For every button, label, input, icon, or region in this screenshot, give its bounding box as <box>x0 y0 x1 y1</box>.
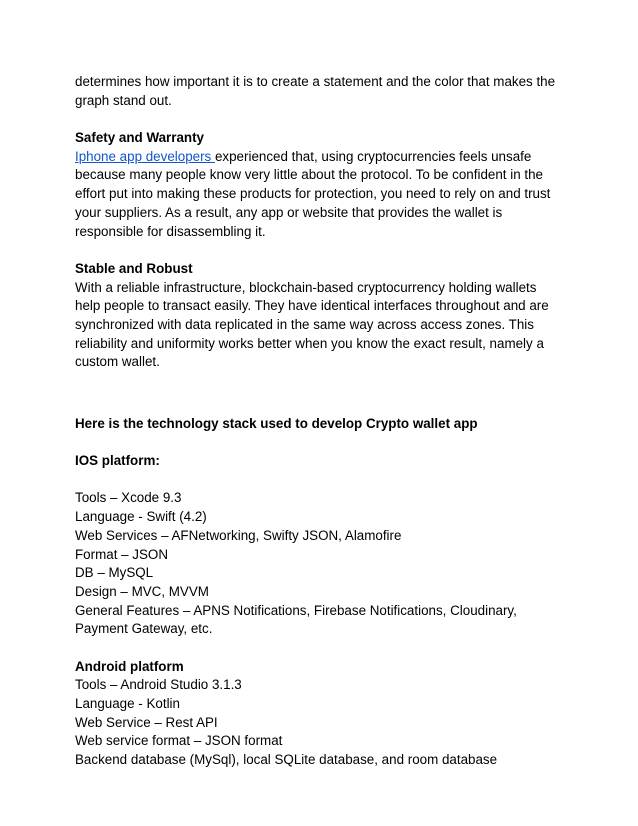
ios-stack-item: Payment Gateway, etc. <box>75 621 213 637</box>
android-stack-item: Web Service – Rest API <box>75 714 218 730</box>
section-heading-android: Android platform <box>75 658 184 674</box>
paragraph-line: effort put into making these products for protection, you need to rely on and trust <box>75 186 551 202</box>
ios-stack-item: Language - Swift (4.2) <box>75 509 207 525</box>
ios-stack-item: Tools – Xcode 9.3 <box>75 490 182 506</box>
iphone-app-developers-link[interactable]: Iphone app developers <box>75 148 215 164</box>
ios-stack-item: DB – MySQL <box>75 565 154 581</box>
android-stack-item: Language - Kotlin <box>75 696 180 711</box>
ios-stack-item: General Features – APNS Notifications, Firebase Notifications, Cloudinary, <box>75 602 517 618</box>
ios-stack-item: Design – MVC, MVVM <box>75 583 209 599</box>
paragraph-line: your suppliers. As a result, any app or website that provides the wallet is <box>75 204 503 220</box>
section-heading-safety: Safety and Warranty <box>75 130 204 146</box>
intro-line: graph stand out. <box>75 92 172 108</box>
ios-stack-item: Format – JSON <box>75 546 169 562</box>
section-heading-tech-stack: Here is the technology stack used to develop Crypto wallet app <box>75 415 478 431</box>
paragraph-line: custom wallet. <box>75 354 160 370</box>
ios-stack-item: Web Services – AFNetworking, Swifty JSON, Alamofire <box>75 527 402 543</box>
paragraph-line: help people to transact easily. They have identical interfaces throughout and are <box>75 298 549 314</box>
paragraph-line: because many people know very little about the protocol. To be confident in the <box>75 167 543 183</box>
section-heading-stable: Stable and Robust <box>75 260 193 276</box>
paragraph-line: reliability and uniformity works better when you know the exact result, namely a <box>75 335 544 351</box>
paragraph-line: synchronized with data replicated in the same way across access zones. This <box>75 316 534 332</box>
intro-line: determines how important it is to create a statement and the color that makes the <box>75 74 556 89</box>
paragraph-line <box>75 148 575 167</box>
paragraph-line: With a reliable infrastructure, blockchain-based cryptocurrency holding wallets <box>75 279 537 295</box>
paragraph-line: responsible for disassembling it. <box>75 223 266 239</box>
android-stack-item: Backend database (MySql), local SQLite database, and room database <box>75 752 498 768</box>
document-page <box>75 73 575 770</box>
section-heading-ios: IOS platform: <box>75 453 160 469</box>
android-stack-item: Tools – Android Studio 3.1.3 <box>75 677 242 693</box>
paragraph-text: experienced that, using cryptocurrencies feels unsafe <box>214 148 532 164</box>
android-stack-item: Web service format – JSON format <box>75 733 283 749</box>
